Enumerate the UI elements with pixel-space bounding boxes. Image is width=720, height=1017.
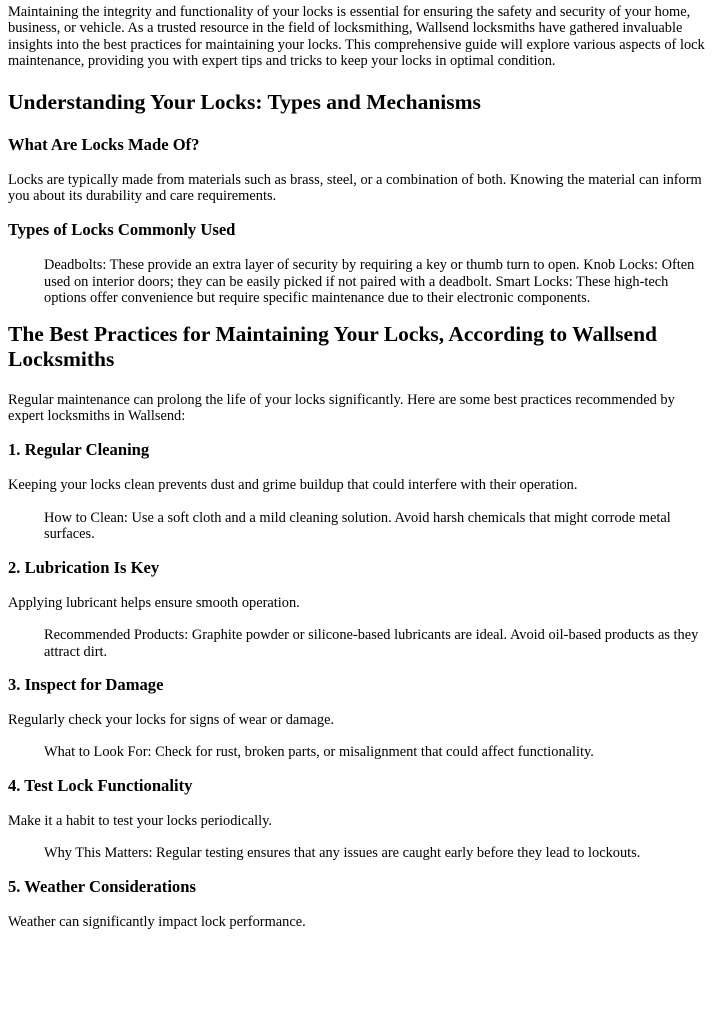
- subheading-weather: 5. Weather Considerations: [8, 876, 196, 896]
- paragraph-lock-materials: Locks are typically made from materials such as brass, steel, or a combination of both. Knowing the material can inform you about its durability and care requirements.: [8, 171, 702, 205]
- blockquote-lock-types: Deadbolts: These provide an extra layer of security by requiring a key or thumb turn to open. Knob Locks: Often used on interior doors; they can be easily picked if not paired with a deadbolt. Smart Locks: These high-tech options offer convenience but require specific maintenance due to their electronic components.: [44, 257, 695, 307]
- subheading-inspect-damage: 3. Inspect for Damage: [8, 674, 164, 694]
- subheading-types-of-locks: Types of Locks Commonly Used: [8, 220, 236, 240]
- section-heading-best-practices: The Best Practices for Maintaining Your Locks, According to Wallsend Locksmiths: [8, 321, 657, 371]
- subheading-what-are-locks-made-of: What Are Locks Made Of?: [8, 134, 200, 154]
- subheading-test-functionality: 4. Test Lock Functionality: [8, 775, 193, 795]
- intro-paragraph: Maintaining the integrity and functionality of your locks is essential for ensuring the safety and security of your home, business, or vehicle. As a trusted resource in the field of locksmithing, Wallsend locksmiths have gathered invaluable insights into the best practices for maintaining your locks. This comprehensive guide will explore various aspects of lock maintenance, providing you with expert tips and tricks to keep your locks in optimal condition.: [8, 4, 705, 70]
- paragraph-lubrication: Applying lubricant helps ensure smooth operation.: [8, 594, 300, 611]
- paragraph-test: Make it a habit to test your locks periodically.: [8, 812, 273, 829]
- paragraph-weather: Weather can significantly impact lock performance.: [8, 913, 306, 930]
- blockquote-how-to-clean: How to Clean: Use a soft cloth and a mild cleaning solution. Avoid harsh chemicals that might corrode metal surfaces.: [44, 509, 671, 543]
- blockquote-what-to-look-for: What to Look For: Check for rust, broken parts, or misalignment that could affect functionality.: [44, 744, 594, 761]
- subheading-regular-cleaning: 1. Regular Cleaning: [8, 440, 150, 460]
- subheading-lubrication: 2. Lubrication Is Key: [8, 557, 160, 577]
- section-heading-understanding-locks: Understanding Your Locks: Types and Mechanisms: [8, 89, 481, 114]
- paragraph-cleaning: Keeping your locks clean prevents dust and grime buildup that could interfere with their operation.: [8, 477, 578, 494]
- blockquote-recommended-products: Recommended Products: Graphite powder or silicone-based lubricants are ideal. Avoid oil-based products as they attract dirt.: [44, 627, 699, 660]
- paragraph-best-practices-intro: Regular maintenance can prolong the life of your locks significantly. Here are some best practices recommended by expert locksmiths in Wallsend:: [8, 391, 675, 425]
- paragraph-inspect: Regularly check your locks for signs of wear or damage.: [8, 711, 335, 728]
- blockquote-why-this-matters: Why This Matters: Regular testing ensures that any issues are caught early before they lead to lockouts.: [44, 845, 641, 862]
